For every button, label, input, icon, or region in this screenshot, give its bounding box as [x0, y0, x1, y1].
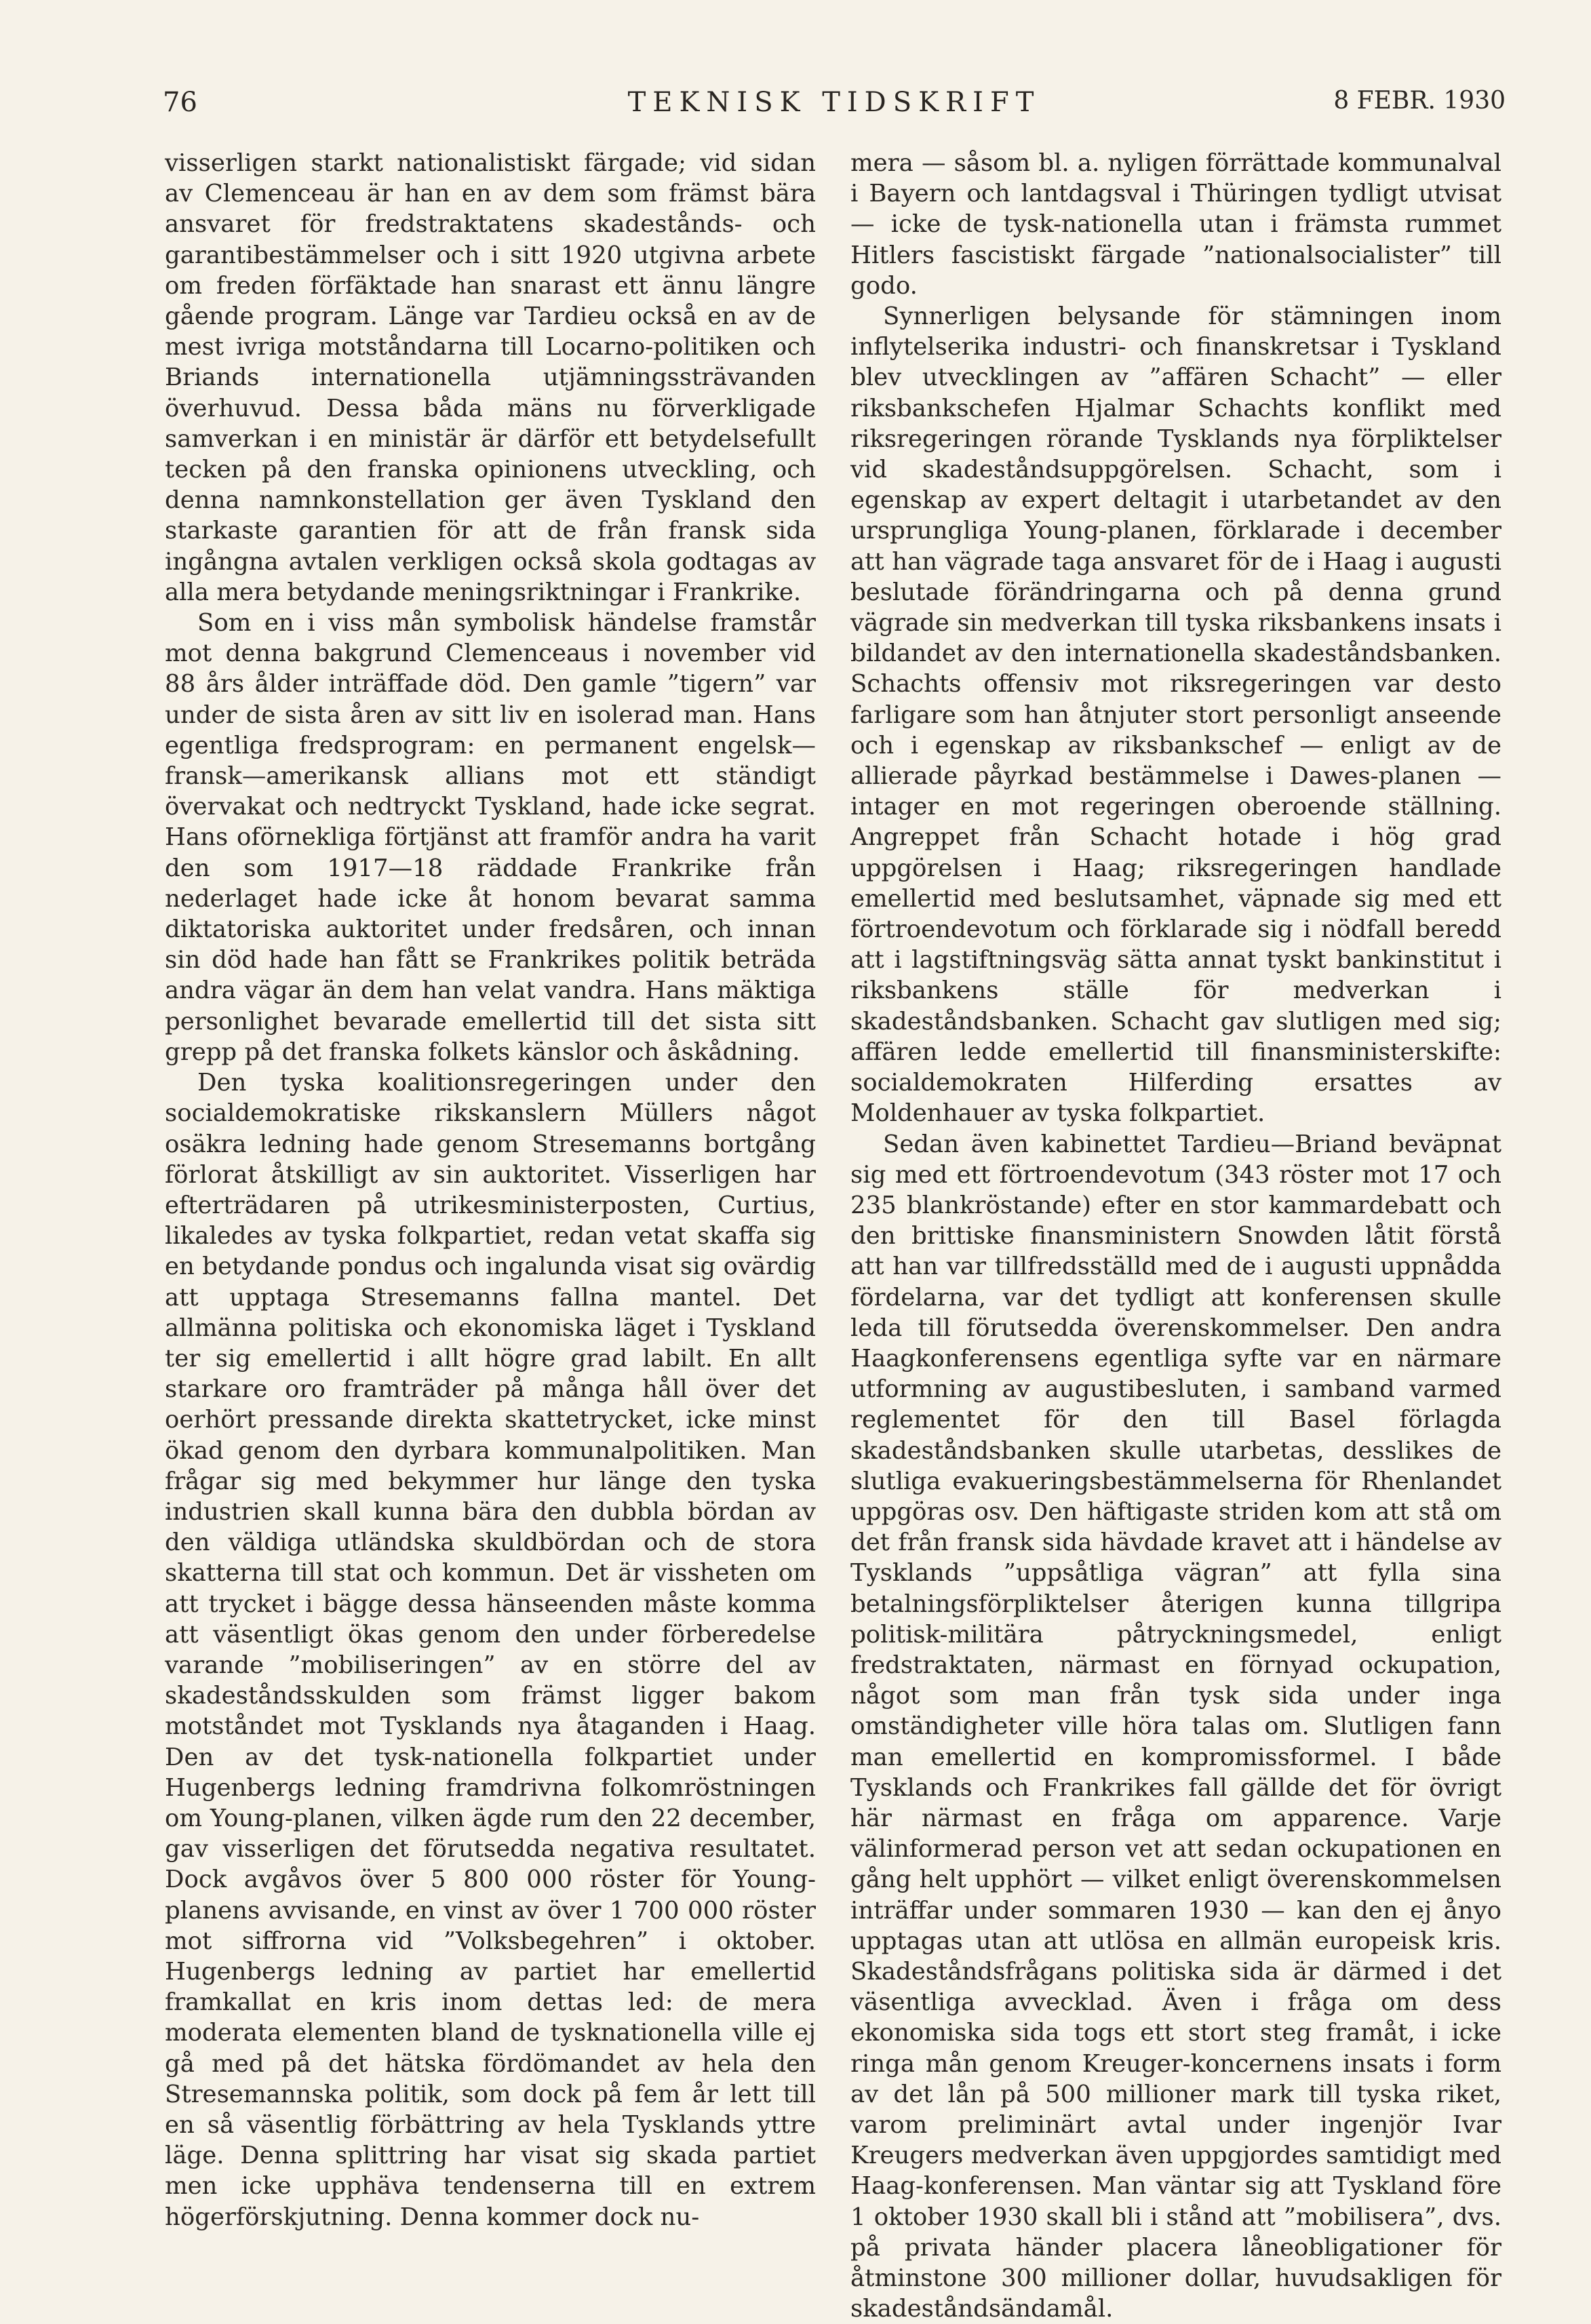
- paragraph: Synnerligen belysande för stämningen inom inflytelserika industri- och finanskretsar i Tyskland blev utvecklingen av ”affären Schacht” — eller riksbankschefen Hjalmar Schachts konflikt med riksregeringen rörande Tysklands nya förpliktelser vid skadeståndsuppgörelsen. Schacht, som i egenskap av expert deltagit i utarbetandet av den ursprungliga Young-planen, förklarade i december att han vägrade taga ansvaret för de i Haag i augusti beslutade förändringarna och på denna grund vägrade sin medverkan till tyska riksbankens insats i bildandet av den internationella skadeståndsbanken. Schachts offensiv mot riksregeringen var desto farligare som han åtnjuter stort personligt anseende och i egenskap av riksbankschef — enligt av de allierade påyrkad bestämmelse i Dawes-planen — intager en mot regeringen oberoende ställning. Angreppet från Schacht hotade i hög grad uppgörelsen i Haag; riksregeringen handlade emellertid med beslutsamhet, väpnade sig med ett förtroendevotum och förklarade sig i nödfall beredd att i lagstiftningsväg sätta annat tyskt bankinstitut i riksbankens ställe för medverkan i skadeståndsbanken. Schacht gav slutligen med sig; affären ledde emellertid till finansministerskifte: socialdemokraten Hilferding ersattes av Moldenhauer av tyska folkpartiet.: [850, 301, 1501, 1128]
- right-column: [850, 148, 1501, 2324]
- paragraph: Som en i viss mån symbolisk händelse framstår mot denna bakgrund Clemenceaus i november vid 88 års ålder inträffade död. Den gamle ”tigern” var under de sista åren av sitt liv en isolerad man. Hans egentliga fredsprogram: en permanent engelsk—fransk—amerikansk allians mot ett ständigt övervakat och nedtryckt Tyskland, hade icke segrat. Hans oförnekliga förtjänst att framför andra ha varit den som 1917—18 räddade Frankrike från nederlaget hade icke åt honom bevarat samma diktatoriska auktoritet under fredsåren, och innan sin död hade han fått se Frankrikes politik beträda andra vägar än dem han velat vandra. Hans mäktiga personlighet bevarade emellertid till det sista sitt grepp på det franska folkets känslor och åskådning.: [165, 608, 816, 1067]
- page-number: 76: [163, 87, 197, 118]
- page-header: [163, 87, 1506, 127]
- paragraph: Sedan även kabinettet Tardieu—Briand beväpnat sig med ett förtroendevotum (343 röster mot 17 och 235 blankröstande) efter en stor kammardebatt och den brittiske finansministern Snowden låtit förstå att han var tillfredsställd med de i augusti uppnådda fördelarna, var det tydligt att konferensen skulle leda till förutsedda överenskommelser. Den andra Haagkonferensens egentliga syfte var en närmare utformning av augustibesluten, i samband varmed reglementet för den till Basel förlagda skadeståndsbanken skulle utarbetas, desslikes de slutliga evakueringsbestämmelserna för Rhenlandet uppgöras osv. Den häftigaste striden kom att stå om det från fransk sida hävdade kravet att i händelse av Tysklands ”uppsåtliga vägran” att fylla sina betalningsförpliktelser återigen kunna tillgripa politisk-militära påtryckningsmedel, enligt fredstraktaten, närmast en förnyad ockupation, något som man från tysk sida under inga omständigheter ville höra talas om. Slutligen fann man emellertid en kompromissformel. I både Tysklands och Frankrikes fall gällde det för övrigt här närmast en fråga om apparence. Varje välinformerad person vet att sedan ockupationen en gång helt upphört — vilket enligt överenskommelsen inträffar under sommaren 1930 — kan den ej ånyo upptagas utan att utlösa en allmän europeisk kris. Skadeståndsfrågans politiska sida är därmed i det väsentliga avvecklad. Även i fråga om dess ekonomiska sida togs ett stort steg framåt, i icke ringa mån genom Kreuger-koncernens insats i form av det lån på 500 millioner mark till tyska riket, varom preliminärt avtal under ingenjör Ivar Kreugers medverkan även uppgjordes samtidigt med Haag-konferensen. Man väntar sig att Tyskland före 1 oktober 1930 skall bli i stånd att ”mobilisera”, dvs. på privata händer placera låneobligationer för åtminstone 300 millioner dollar, huvudsakligen för skadeståndsändamål.: [850, 1129, 1501, 2324]
- paragraph: visserligen starkt nationalistiskt färgade; vid sidan av Clemenceau är han en av dem som främst bära ansvaret för fredstraktatens skadestånds- och garantibestämmelser och i sitt 1920 utgivna arbete om freden förfäktade han snarast ett ännu längre gående program. Länge var Tardieu också en av de mest ivriga motståndarna till Locarno-politiken och Briands internationella utjämningssträvanden överhuvud. Dessa båda mäns nu förverkligade samverkan i en ministär är därför ett betydelsefullt tecken på den franska opinionens utveckling, och denna namnkonstellation ger även Tyskland den starkaste garantien för att de från fransk sida ingångna avtalen verkligen också skola godtagas av alla mera betydande meningsriktningar i Frankrike.: [165, 148, 816, 608]
- paragraph: mera — såsom bl. a. nyligen förrättade kommunalval i Bayern och lantdagsval i Thüringen tydligt utvisat — icke de tysk-nationella utan i främsta rummet Hitlers fascistiskt färgade ”nationalsocialister” till godo.: [850, 148, 1501, 301]
- journal-title: TEKNISK TIDSKRIFT: [163, 87, 1506, 118]
- issue-date: 8 FEBR. 1930: [1333, 87, 1506, 115]
- left-column: [165, 148, 816, 2232]
- paragraph: Den tyska koalitionsregeringen under den socialdemokratiske rikskanslern Müllers något osäkra ledning hade genom Stresemanns bortgång förlorat åtskilligt av sin auktoritet. Visserligen har efterträdaren på utrikesministerposten, Curtius, likaledes av tyska folkpartiet, redan vetat skaffa sig en betydande pondus och ingalunda visat sig ovärdig att upptaga Stresemanns fallna mantel. Det allmänna politiska och ekonomiska läget i Tyskland ter sig emellertid i allt högre grad labilt. En allt starkare oro framträder på många håll över det oerhört pressande direkta skattetrycket, icke minst ökad genom den dyrbara kommunalpolitiken. Man frågar sig med bekymmer hur länge den tyska industrien skall kunna bära den dubbla bördan av den väldiga utländska skuldbördan och de stora skatterna till stat och kommun. Det är vissheten om att trycket i bägge dessa hänseenden måste komma att väsentligt ökas genom den under förberedelse varande ”mobiliseringen” av en större del av skadeståndsskulden som främst ligger bakom motståndet mot Tysklands nya åtaganden i Haag. Den av det tysk-nationella folkpartiet under Hugenbergs ledning framdrivna folkomröstningen om Young-planen, vilken ägde rum den 22 december, gav visserligen det förutsedda negativa resultatet. Dock avgåvos över 5 800 000 röster för Young-planens avvisande, en vinst av över 1 700 000 röster mot siffrorna vid ”Volksbegehren” i oktober. Hugenbergs ledning av partiet har emellertid framkallat en kris inom dettas led: de mera moderata elementen bland de tysknationella ville ej gå med på det hätska fördömandet av hela den Stresemannska politik, som dock på fem år lett till en så väsentlig förbättring av hela Tysklands yttre läge. Denna splittring har visat sig skada partiet men icke upphäva tendenserna till en extrem högerförskjutning. Denna kommer dock nu-: [165, 1067, 816, 2232]
